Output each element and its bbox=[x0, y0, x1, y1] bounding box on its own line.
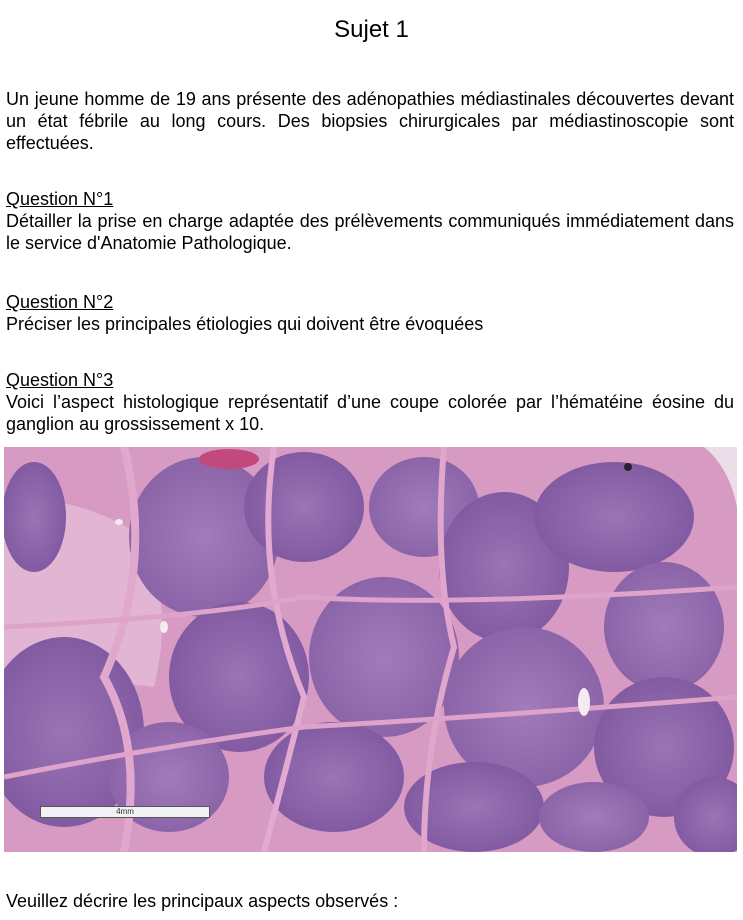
micrograph-image bbox=[4, 447, 737, 852]
question-1-text: Détailler la prise en charge adaptée des prélèvements communiqués immédiatement dans le service d'Anatomie Pathologique. bbox=[6, 211, 734, 253]
question-1-heading: Question N°1 bbox=[6, 189, 114, 209]
question-3-text: Voici l’aspect histologique représentatif d’une coupe colorée par l’hématéine éosine du ganglion au grossissement x 10. bbox=[6, 392, 734, 434]
case-intro: Un jeune homme de 19 ans présente des adénopathies médiastinales découvertes devant un état fébrile au long cours. Des biopsies chirurgicales par médiastinoscopie sont effectuées. bbox=[6, 89, 734, 153]
question-3-heading: Question N°3 bbox=[6, 370, 114, 390]
page-title: Sujet 1 bbox=[334, 16, 409, 43]
scale-bar: 4mm bbox=[40, 806, 210, 818]
histology-micrograph bbox=[4, 447, 737, 852]
final-prompt: Veuillez décrire les principaux aspects observés : bbox=[6, 891, 399, 911]
question-2-heading: Question N°2 bbox=[6, 292, 114, 312]
question-2-text: Préciser les principales étiologies qui doivent être évoquées bbox=[6, 314, 484, 334]
